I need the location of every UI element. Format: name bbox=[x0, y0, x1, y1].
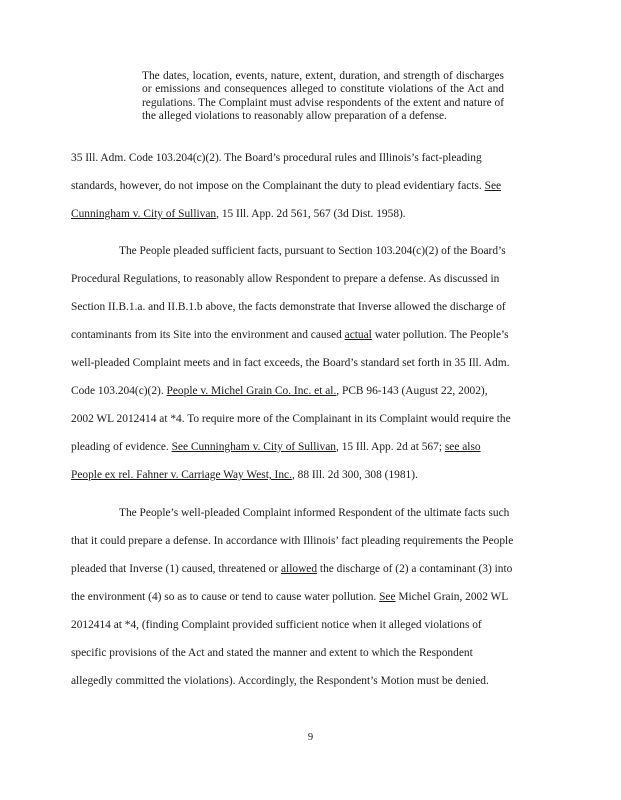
paragraph-2-line bbox=[71, 273, 499, 285]
paragraph-2-line bbox=[71, 301, 506, 313]
paragraph-3-line bbox=[71, 591, 508, 603]
paragraph-3-line bbox=[71, 619, 482, 631]
block-quote: The dates, location, events, nature, extent, duration, and strength of discharges or emissions and consequences alleged to constitute violations of the Act and regulations. The Complaint must advise respondents of the extent and nature of the alleged violations to reasonably allow preparation of a defense. bbox=[142, 70, 504, 123]
text: Michel Grain, 2002 WL bbox=[395, 591, 509, 603]
text: pleaded that Inverse (1) caused, threatened or bbox=[71, 563, 281, 575]
case-citation: See Cunningham v. City of Sullivan bbox=[171, 441, 336, 453]
text: that it could prepare a defense. In accordance with Illinois’ fact pleading requirements the People bbox=[71, 535, 514, 547]
citation-signal: See bbox=[379, 591, 396, 603]
text: Code 103.204(c)(2). bbox=[71, 385, 167, 397]
paragraph-1-line bbox=[71, 180, 501, 192]
text: allegedly committed the violations). Accordingly, the Respondent’s Motion must be denied. bbox=[71, 675, 489, 687]
paragraph-2-line bbox=[71, 413, 511, 425]
citation-signal: See bbox=[484, 180, 502, 192]
paragraph-2-line bbox=[71, 329, 509, 341]
text: , 15 Ill. App. 2d 561, 567 (3d Dist. 1958). bbox=[216, 208, 406, 220]
text: Section II.B.1.a. and II.B.1.b above, the facts demonstrate that Inverse allowed the discharge of bbox=[71, 301, 506, 313]
text: , PCB 96-143 (August 22, 2002), bbox=[336, 385, 488, 397]
paragraph-2-line bbox=[71, 441, 481, 453]
case-citation: Cunningham v. City of Sullivan bbox=[71, 208, 217, 220]
text: 35 Ill. Adm. Code 103.204(c)(2). The Board’s procedural rules and Illinois’s fact-pleading bbox=[71, 152, 482, 164]
text: well-pleaded Complaint meets and in fact exceeds, the Board’s standard set forth in 35 Ill. Adm. bbox=[71, 357, 510, 369]
paragraph-3-line bbox=[71, 535, 513, 547]
text: the discharge of (2) a contaminant (3) into bbox=[317, 563, 513, 575]
text: The People pleaded sufficient facts, pursuant to Section 103.204(c)(2) of the Board’s bbox=[119, 245, 506, 257]
paragraph-2-line bbox=[71, 357, 509, 369]
emphasis: actual bbox=[344, 329, 372, 341]
paragraph-3-line bbox=[71, 647, 473, 659]
text: , 88 Ill. 2d 300, 308 (1981). bbox=[291, 469, 418, 481]
text: 2002 WL 2012414 at *4. To require more of the Complainant in its Complaint would require the bbox=[71, 413, 511, 425]
paragraph-1-line bbox=[71, 208, 406, 220]
paragraph-3-line bbox=[71, 675, 489, 687]
text: pleading of evidence. bbox=[71, 441, 172, 453]
paragraph-2-line bbox=[71, 385, 488, 397]
case-citation: People v. Michel Grain Co. Inc. et al. bbox=[166, 385, 337, 397]
text: , 15 Ill. App. 2d at 567; bbox=[336, 441, 445, 453]
text: Procedural Regulations, to reasonably allow Respondent to prepare a defense. As discussed in bbox=[71, 273, 500, 285]
text: the environment (4) so as to cause or tend to cause water pollution. bbox=[71, 591, 380, 603]
paragraph-3-line bbox=[71, 563, 512, 575]
case-citation: People ex rel. Fahner v. Carriage Way West, Inc. bbox=[71, 469, 292, 481]
paragraph-2-line bbox=[71, 469, 418, 481]
text: contaminants from its Site into the environment and caused bbox=[71, 329, 345, 341]
citation-signal: see also bbox=[444, 441, 481, 453]
text: The People’s well-pleaded Complaint informed Respondent of the ultimate facts such bbox=[119, 507, 510, 519]
text: water pollution. The People’s bbox=[371, 329, 509, 341]
text: specific provisions of the Act and stated the manner and extent to which the Respondent bbox=[71, 647, 473, 659]
paragraph-1-line bbox=[71, 152, 482, 164]
text: 2012414 at *4, (finding Complaint provided sufficient notice when it alleged violations of bbox=[71, 619, 482, 631]
page-number: 9 bbox=[307, 732, 314, 743]
paragraph-3-line bbox=[119, 507, 509, 519]
text: standards, however, do not impose on the Complainant the duty to plead evidentiary facts. bbox=[71, 180, 485, 192]
emphasis: allowed bbox=[281, 563, 318, 575]
paragraph-2-line bbox=[119, 245, 506, 257]
